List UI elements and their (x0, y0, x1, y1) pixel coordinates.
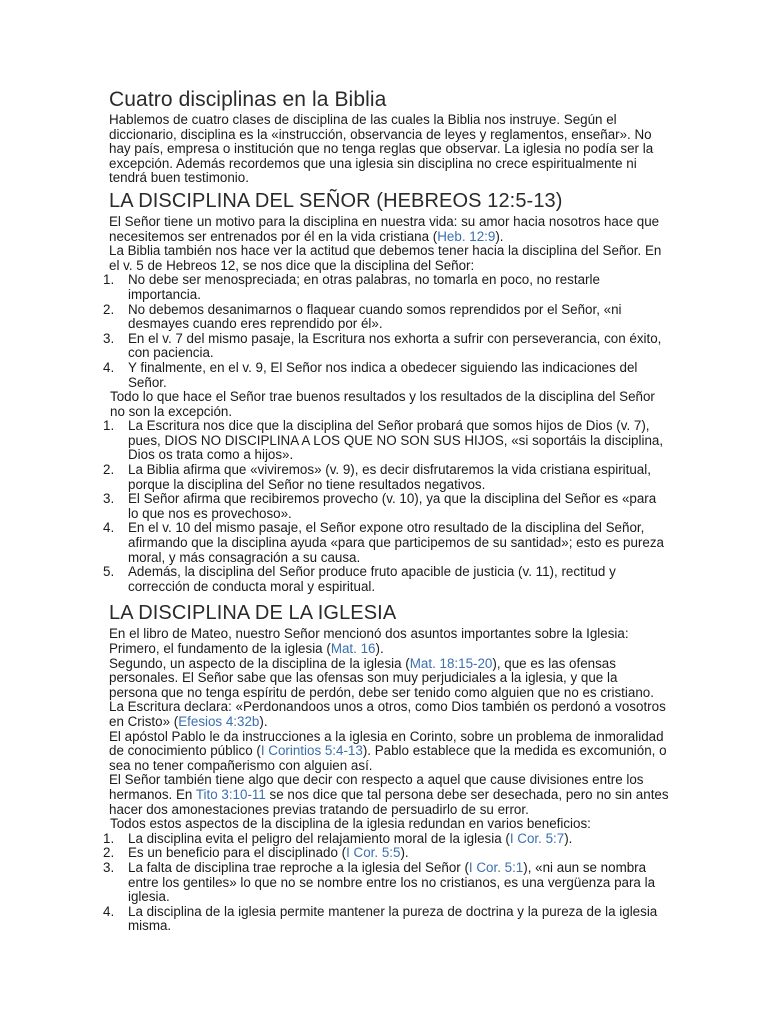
bible-ref-link[interactable]: Mat. 16 (330, 641, 376, 656)
section2-paragraph-1: En el libro de Mateo, nuestro Señor mencionó dos asuntos importantes sobre la Iglesia: Primero, el fundamento de la iglesia (Mat. 16). (109, 626, 629, 656)
bible-ref-link[interactable]: I Cor. 5:7 (509, 830, 565, 846)
list-item: 3. La falta de disciplina trae reproche a la iglesia del Señor (I Cor. 5:1), «ni aun se nombra entre los gentiles» lo que no se nombre entre los no cristianos, es una vergüenza para la iglesia. (103, 859, 656, 905)
document-title: Cuatro disciplinas en la Biblia (109, 88, 387, 111)
section1-paragraph-2: La Biblia también nos hace ver la actitud que debemos tener hacia la disciplina del Señor. En el v. 5 de Hebreos 12, se nos dice que la disciplina del Señor: (109, 243, 662, 273)
section2-paragraph-5: Todos estos aspectos de la disciplina de la iglesia redundan en varios beneficios: (110, 816, 591, 832)
section-heading-iglesia: LA DISCIPLINA DE LA IGLESIA (109, 602, 397, 625)
section2-paragraph-4: El Señor también tiene algo que decir con respecto a aquel que cause divisiones entre los hermanos. En Tito 3:10-11 se nos dice que tal persona debe ser desechada, pero no sin antes hacer dos amonestaciones previas tratando de persuadirlo de su error. (109, 772, 669, 817)
benefits-list (103, 830, 669, 934)
document-page (103, 86, 669, 934)
list-item: 5. Además, la disciplina del Señor produce fruto apacible de justicia (v. 11), rectitud y corrección de conducta moral y espiritual. (103, 564, 616, 594)
list-item: 3. El Señor afirma que recibiremos provecho (v. 10), ya que la disciplina del Señor es «para lo que nos es provechoso». (103, 491, 657, 521)
section2-paragraph-2: Segundo, un aspecto de la disciplina de la iglesia (Mat. 18:15-20), que es las ofensas personales. El Señor sabe que las ofensas son muy perjudiciales a la iglesia, y que la persona que no tenga espíritu de perdón, debe ser tenido como alguien que no es cristiano. La Escritura declara: «Perdonandoos unos a otros, como Dios también os perdonó a vosotros en Cristo» (Efesios 4:32b). (109, 655, 666, 729)
list-item: 3. En el v. 7 del mismo pasaje, la Escritura nos exhorta a sufrir con perseverancia, con éxito, con paciencia. (103, 330, 662, 361)
bible-ref-link[interactable]: I Corintios 5:4-13 (260, 743, 363, 759)
list-item: 2. La Biblia afirma que «viviremos» (v. 9), es decir disfrutaremos la vida cristiana espiritual, porque la disciplina del Señor no tiene resultados negativos. (103, 462, 651, 492)
section1-paragraph-3: Todo lo que hace el Señor trae buenos resultados y los resultados de la disciplina del Señor no son la excepción. (110, 389, 655, 419)
bible-ref-link[interactable]: Heb. 12:9 (437, 228, 496, 244)
bible-ref-link[interactable]: I Cor. 5:5 (346, 845, 401, 861)
bible-ref-link[interactable]: Mat. 18:15-20 (409, 655, 493, 671)
list-item: 4. En el v. 10 del mismo pasaje, el Señor expone otro resultado de la disciplina del Señor, afirmando que la disciplina ayuda «para que participemos de su santidad»; esto es pureza moral, y más consagración a su causa. (103, 520, 664, 565)
section1-paragraph-1: El Señor tiene un motivo para la disciplina en nuestra vida: su amor hacia nosotros hace que necesitemos ser entrenados por él en la vida cristiana (Heb. 12:9). (109, 213, 660, 244)
list-item: 2. Es un beneficio para el disciplinado (I Cor. 5:5). (103, 845, 409, 861)
section2-paragraph-3: El apóstol Pablo le da instrucciones a la iglesia en Corinto, sobre un problema de inmoralidad de conocimiento público (I Corintios 5:4-13). Pablo establece que la medida es excomunión, o sea no tener compañerismo con alguien así. (109, 728, 667, 773)
section-heading-senor: LA DISCIPLINA DEL SEÑOR (HEBREOS 12:5-13) (109, 189, 563, 212)
bible-ref-link[interactable]: I Cor. 5:1 (468, 859, 524, 875)
list-item: 2. No debemos desanimarnos o flaquear cuando somos reprendidos por el Señor, «ni desmayes cuando eres reprendido por él». (103, 301, 622, 332)
list-item: 1. La Escritura nos dice que la disciplina del Señor probará que somos hijos de Dios (v. 7), pues, DIOS NO DISCIPLINA A LOS QUE NO SON SUS HIJOS, «si soportáis la disciplina, Dios os trata como a hijos». (103, 418, 664, 463)
bible-ref-link[interactable]: Efesios 4:32b (178, 713, 260, 729)
bible-ref-link[interactable]: Tito 3:10-11 (195, 786, 266, 802)
attitude-list (103, 272, 669, 390)
list-item: 4. La disciplina de la iglesia permite mantener la pureza de doctrina y la pureza de la iglesia misma. (103, 903, 658, 934)
results-list (103, 418, 669, 594)
list-item: 4. Y finalmente, en el v. 9, El Señor nos indica a obedecer siguiendo las indicaciones del Señor. (103, 359, 638, 390)
list-item: 1. No debe ser menospreciada; en otras palabras, no tomarla en poco, no restarle importancia. (103, 272, 600, 302)
list-item: 1. La disciplina evita el peligro del relajamiento moral de la iglesia (I Cor. 5:7). (103, 830, 573, 846)
intro-paragraph: Hablemos de cuatro clases de disciplina de las cuales la Biblia nos instruye. Según el diccionario, disciplina es la «instrucción, observancia de leyes y reglamentos, enseñar». No hay país, empresa o institución que no tenga reglas que observar. La iglesia no podía ser la excepción. Además recordemos que una iglesia sin disciplina no crece espiritualmente ni tendrá buen testimonio. (109, 112, 654, 186)
